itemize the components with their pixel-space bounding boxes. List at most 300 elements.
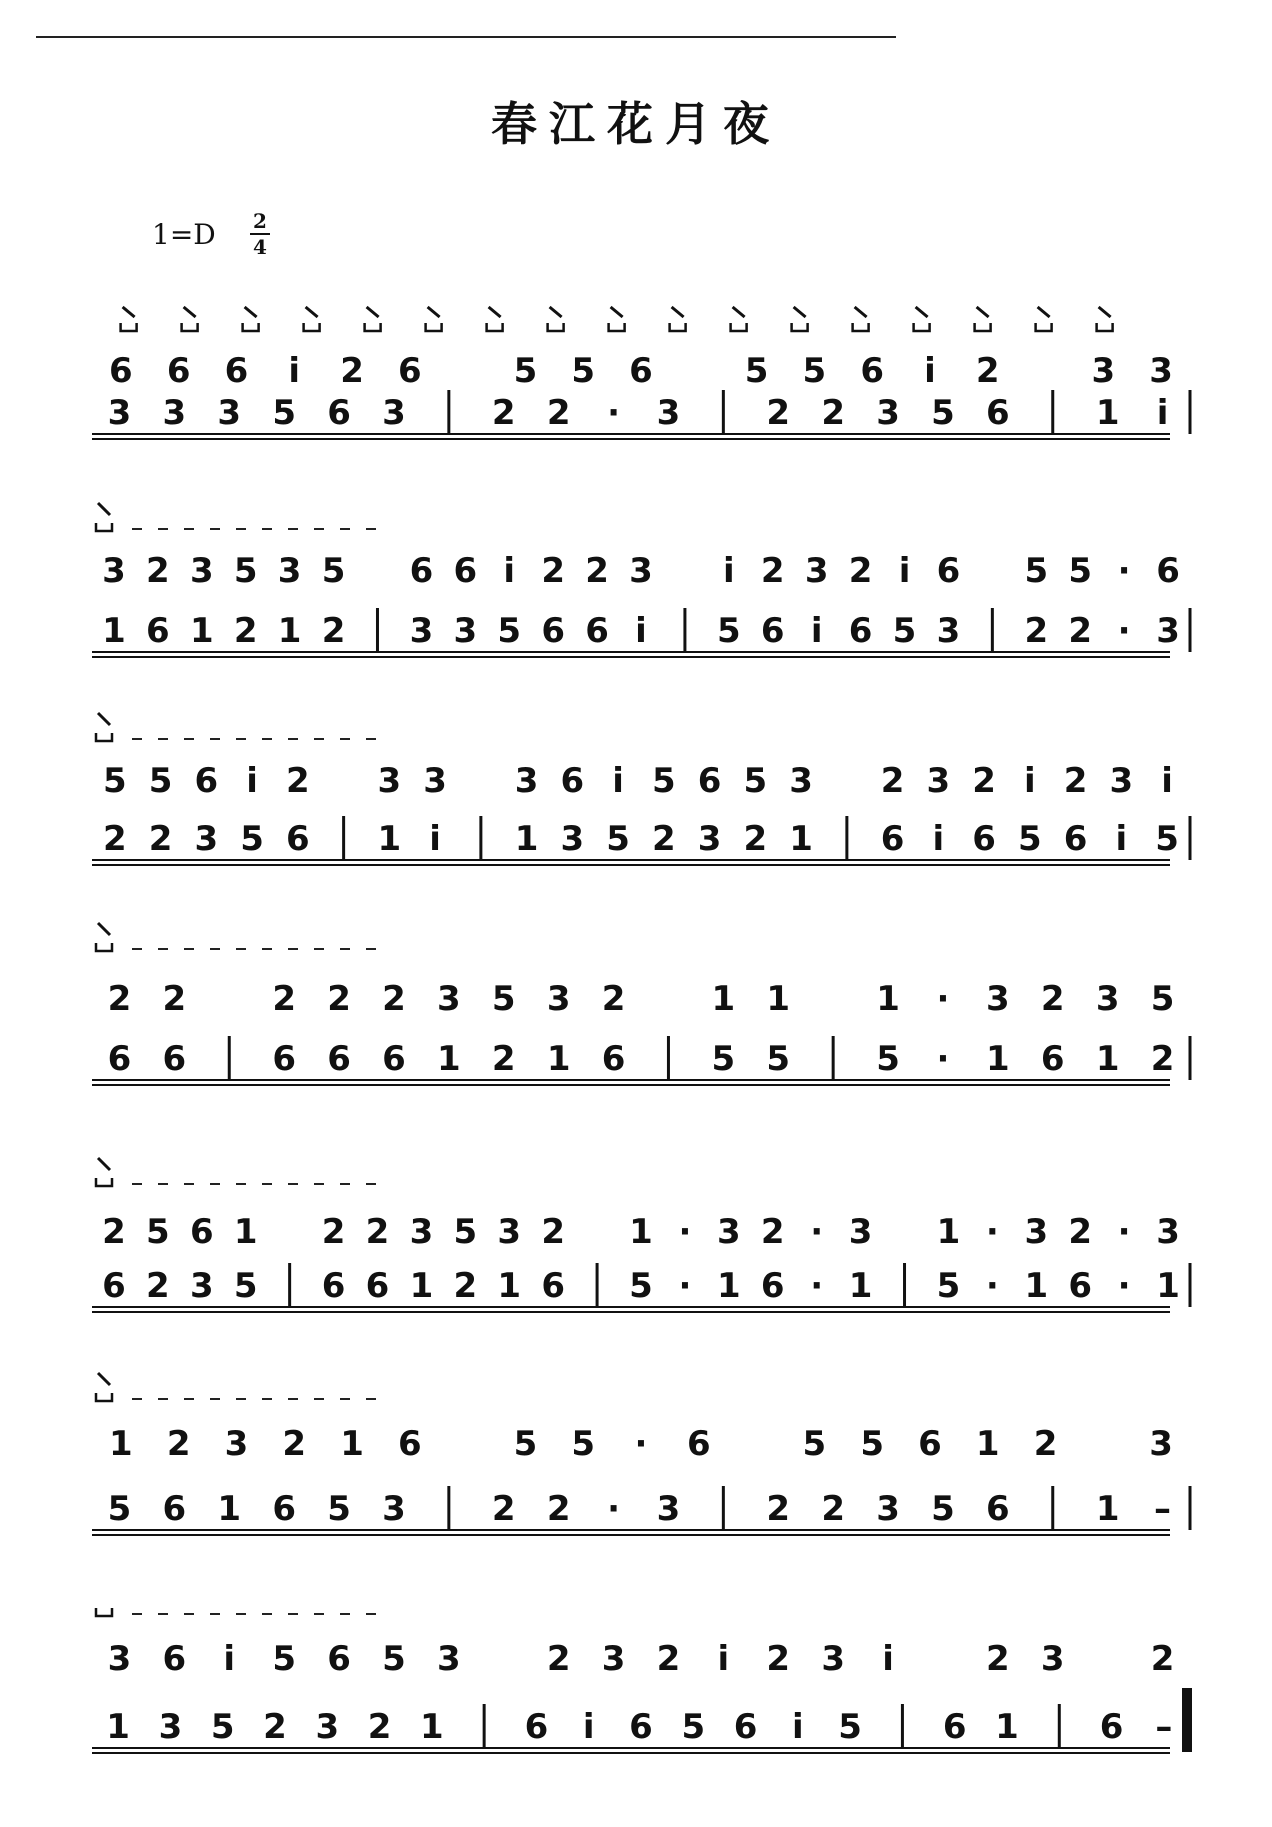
fingering-stroke-mark	[98, 923, 110, 935]
fingering-bracket-mark	[96, 1608, 112, 1616]
upper-note: 2	[585, 551, 609, 591]
upper-note: 3	[789, 761, 813, 801]
lower-note: ·	[1117, 611, 1131, 651]
lower-note: 6	[601, 1039, 626, 1079]
upper-note: 3	[986, 979, 1010, 1019]
upper-note: 2	[546, 1639, 571, 1679]
upper-note: ·	[936, 979, 950, 1019]
upper-note: 6	[398, 351, 422, 391]
lower-note: 3	[936, 611, 961, 651]
upper-note: 3	[1149, 1424, 1173, 1464]
upper-note: 2	[975, 351, 1000, 391]
fingering-bracket-mark	[96, 1178, 112, 1186]
lower-note: 6	[1068, 1266, 1093, 1306]
lower-note: 5	[272, 393, 296, 433]
upper-note: 3	[437, 979, 461, 1019]
fingering-bracket-mark	[426, 323, 442, 331]
upper-note: 3	[629, 551, 653, 591]
upper-note: 3	[848, 1212, 873, 1252]
lower-note: 6	[629, 1707, 653, 1747]
fingering-stroke-mark	[916, 307, 928, 317]
upper-note: i	[898, 551, 911, 591]
fingering-bracket-mark	[548, 323, 564, 331]
upper-note: 3	[1149, 351, 1173, 391]
lower-note: 5	[931, 393, 955, 433]
fingering-stroke-mark	[98, 503, 110, 515]
lower-note: 2	[146, 1266, 170, 1306]
lower-note: 5	[717, 611, 741, 651]
upper-note: 1	[233, 1212, 258, 1252]
upper-note: 3	[107, 1639, 132, 1679]
upper-note: 6	[629, 351, 653, 391]
upper-note: 2	[601, 979, 626, 1019]
lower-note: 2	[821, 1489, 845, 1529]
fingering-stroke-mark	[611, 307, 623, 317]
lower-note: 6	[162, 1039, 187, 1079]
lower-note: 3	[162, 393, 187, 433]
fingering-stroke-mark	[245, 307, 257, 317]
upper-note: i	[1024, 761, 1036, 801]
upper-note: 5	[1024, 551, 1049, 591]
upper-note: 5	[148, 761, 173, 801]
upper-note: 3	[277, 551, 302, 591]
lower-note: 5	[766, 1039, 791, 1079]
fingering-bracket-mark	[304, 323, 320, 331]
upper-note: i	[882, 1639, 894, 1679]
lower-note: ·	[607, 1489, 621, 1529]
lower-note: 6	[1099, 1707, 1124, 1747]
upper-note: 2	[760, 551, 785, 591]
upper-note: 2	[321, 1212, 346, 1252]
lower-note: 6	[162, 1489, 187, 1529]
lower-note: 6	[1063, 819, 1088, 859]
lower-note: 6	[382, 1039, 406, 1079]
lower-note: 5	[711, 1039, 736, 1079]
upper-note: 5	[860, 1424, 884, 1464]
upper-note: 3	[224, 1424, 249, 1464]
lower-note: 1	[409, 1266, 434, 1306]
time-signature-numerator: 2	[253, 209, 267, 233]
lower-note: 3	[876, 393, 900, 433]
upper-note: 6	[918, 1424, 942, 1464]
lower-note: 1	[437, 1039, 461, 1079]
lower-note: 3	[1156, 611, 1180, 651]
lower-note: i	[792, 1707, 804, 1747]
upper-note: 2	[286, 761, 310, 801]
fingering-stroke-mark	[855, 307, 867, 317]
lower-note: 3	[194, 819, 219, 859]
upper-note: 1	[766, 979, 791, 1019]
upper-note: 1	[340, 1424, 364, 1464]
lower-note: 6	[986, 1489, 1010, 1529]
upper-note: 5	[453, 1212, 478, 1252]
lower-note: 1	[106, 1707, 130, 1747]
lower-note: 5	[1155, 819, 1179, 859]
lower-note: 3	[409, 611, 434, 651]
upper-note: 2	[1150, 1639, 1175, 1679]
fingering-bracket-mark	[365, 323, 381, 331]
upper-note: 3	[409, 1212, 434, 1252]
fingering-bracket-mark	[182, 323, 198, 331]
lower-note: 5	[233, 1266, 258, 1306]
lower-note: ·	[1117, 1266, 1131, 1306]
lower-note: 1	[217, 1489, 242, 1529]
upper-note: 5	[1068, 551, 1093, 591]
upper-note: 6	[194, 761, 219, 801]
lower-note: 5	[681, 1707, 706, 1747]
lower-note: 1	[514, 819, 539, 859]
upper-note: i	[1161, 761, 1173, 801]
upper-note: i	[223, 1639, 236, 1679]
upper-note: ·	[1117, 1212, 1131, 1252]
lower-note: 1	[1095, 393, 1120, 433]
upper-note: 5	[802, 1424, 827, 1464]
fingering-stroke-mark	[98, 713, 110, 725]
lower-note: –	[1154, 1489, 1172, 1529]
upper-note: ·	[1117, 551, 1131, 591]
upper-note: 6	[453, 551, 478, 591]
fingering-bracket-mark	[975, 323, 991, 331]
upper-note: 3	[497, 1212, 522, 1252]
lower-note: 5	[497, 611, 522, 651]
upper-note: 2	[107, 979, 132, 1019]
lower-note: 1	[277, 611, 302, 651]
lower-note: 6	[107, 1039, 132, 1079]
lower-note: 6	[541, 1266, 565, 1306]
upper-note: 5	[233, 551, 258, 591]
upper-note: 5	[513, 351, 538, 391]
lower-note: 6	[760, 1266, 785, 1306]
fingering-stroke-mark	[428, 307, 440, 317]
upper-note: 3	[423, 761, 447, 801]
lower-note: 6	[272, 1489, 296, 1529]
lower-note: 2	[766, 1489, 791, 1529]
lower-note: 6	[541, 611, 565, 651]
lower-note: 1	[717, 1266, 741, 1306]
lower-note: 6	[585, 611, 609, 651]
upper-note: 1	[936, 1212, 961, 1252]
upper-note: 3	[601, 1639, 626, 1679]
lower-note: 2	[491, 393, 516, 433]
fingering-stroke-mark	[98, 1373, 110, 1385]
upper-note: 2	[760, 1212, 785, 1252]
lower-note: i	[429, 819, 441, 859]
lower-note: 2	[546, 1489, 571, 1529]
upper-note: 6	[409, 551, 434, 591]
upper-note: 5	[103, 761, 127, 801]
upper-note: 6	[166, 351, 191, 391]
upper-note: 5	[321, 551, 346, 591]
lower-note: 6	[146, 611, 170, 651]
fingering-stroke-mark	[794, 307, 806, 317]
lower-note: 1	[789, 819, 813, 859]
lower-note: i	[635, 611, 647, 651]
page-title: 春江花月夜	[491, 97, 781, 151]
lower-note: i	[932, 819, 945, 859]
upper-note: ·	[810, 1212, 824, 1252]
lower-note: 6	[1040, 1039, 1065, 1079]
lower-note: 1	[420, 1707, 444, 1747]
lower-note: 1	[986, 1039, 1010, 1079]
upper-note: ·	[678, 1212, 692, 1252]
upper-note: 2	[102, 1212, 126, 1252]
upper-note: 3	[437, 1639, 461, 1679]
lower-note: 2	[1068, 611, 1093, 651]
upper-note: 2	[541, 1212, 565, 1252]
upper-note: 1	[975, 1424, 1000, 1464]
upper-note: 2	[880, 761, 905, 801]
lower-note: 5	[892, 611, 917, 651]
upper-note: 3	[189, 551, 214, 591]
upper-note: 3	[1156, 1212, 1180, 1252]
final-double-barline	[1182, 1688, 1192, 1752]
upper-note: 2	[365, 1212, 390, 1252]
upper-note: 3	[1095, 979, 1120, 1019]
lower-note: 3	[656, 1489, 681, 1529]
lower-note: 6	[321, 1266, 346, 1306]
upper-note: i	[723, 551, 735, 591]
upper-note: 5	[802, 351, 827, 391]
lower-note: 6	[942, 1707, 967, 1747]
lower-note: 3	[876, 1489, 900, 1529]
upper-note: 5	[146, 1212, 170, 1252]
upper-note: 2	[146, 551, 170, 591]
lower-note: 2	[233, 611, 258, 651]
upper-note: 2	[327, 979, 351, 1019]
lower-note: 6	[327, 393, 351, 433]
lower-note: 1	[1024, 1266, 1049, 1306]
lower-note: 2	[491, 1039, 516, 1079]
lower-note: 3	[656, 393, 681, 433]
lower-note: 6	[760, 611, 785, 651]
fingering-stroke-mark	[184, 307, 196, 317]
lower-note: ·	[607, 393, 621, 433]
lower-note: 3	[560, 819, 585, 859]
upper-note: i	[924, 351, 936, 391]
lower-note: 6	[272, 1039, 296, 1079]
fingering-bracket-mark	[914, 323, 930, 331]
upper-note: 1	[109, 1424, 133, 1464]
upper-note: i	[503, 551, 516, 591]
lower-note: 5	[931, 1489, 955, 1529]
upper-note: 3	[1091, 351, 1116, 391]
upper-note: 2	[848, 551, 873, 591]
lower-note: 1	[848, 1266, 873, 1306]
fingering-stroke-mark	[733, 307, 745, 317]
upper-note: 5	[744, 351, 769, 391]
upper-note: 2	[166, 1424, 191, 1464]
upper-note: 2	[986, 1639, 1010, 1679]
upper-note: 6	[1156, 551, 1180, 591]
lower-note: 6	[880, 819, 905, 859]
lower-note: ·	[810, 1266, 824, 1306]
fingering-bracket-mark	[96, 1393, 112, 1401]
upper-note: 6	[936, 551, 961, 591]
upper-note: 6	[560, 761, 585, 801]
upper-note: 3	[821, 1639, 845, 1679]
lower-note: 3	[453, 611, 478, 651]
lower-note: 5	[876, 1039, 900, 1079]
upper-note: 2	[282, 1424, 307, 1464]
lower-note: ·	[985, 1266, 999, 1306]
upper-note: 3	[804, 551, 829, 591]
lower-note: 1	[1156, 1266, 1180, 1306]
upper-note: 6	[162, 1639, 187, 1679]
fingering-stroke-mark	[672, 307, 684, 317]
upper-note: 2	[656, 1639, 681, 1679]
upper-note: i	[717, 1639, 730, 1679]
upper-note: 3	[926, 761, 951, 801]
upper-note: 2	[1040, 979, 1065, 1019]
fingering-bracket-mark	[792, 323, 808, 331]
upper-note: 6	[224, 351, 249, 391]
upper-note: 6	[686, 1424, 711, 1464]
lower-note: 1	[995, 1707, 1019, 1747]
upper-note: 2	[272, 979, 296, 1019]
lower-note: ·	[678, 1266, 692, 1306]
upper-note: 5	[571, 1424, 596, 1464]
upper-note: 6	[109, 351, 133, 391]
lower-note: 6	[286, 819, 310, 859]
lower-note: 1	[377, 819, 402, 859]
lower-note: 6	[986, 393, 1010, 433]
upper-note: 3	[1109, 761, 1134, 801]
fingering-stroke-mark	[1038, 307, 1050, 317]
lower-note: 2	[367, 1707, 392, 1747]
lower-note: 2	[743, 819, 768, 859]
lower-note: 5	[107, 1489, 132, 1529]
fingering-stroke-mark	[977, 307, 989, 317]
upper-note: 3	[102, 551, 126, 591]
lower-note: 2	[103, 819, 127, 859]
lower-note: 6	[972, 819, 996, 859]
upper-note: 2	[972, 761, 996, 801]
key-signature: 1=D	[152, 218, 216, 251]
upper-note: 3	[546, 979, 571, 1019]
upper-note: 3	[1040, 1639, 1065, 1679]
fingering-bracket-mark	[96, 733, 112, 741]
fingering-bracket-mark	[96, 523, 112, 531]
lower-note: 2	[1150, 1039, 1175, 1079]
fingering-stroke-mark	[489, 307, 501, 317]
lower-note: 2	[1024, 611, 1049, 651]
upper-note: 2	[541, 551, 565, 591]
lower-note: 2	[263, 1707, 287, 1747]
lower-note: i	[1115, 819, 1128, 859]
lower-note: i	[1156, 393, 1169, 433]
lower-note: –	[1155, 1707, 1173, 1747]
upper-note: 5	[513, 1424, 538, 1464]
fingering-bracket-mark	[487, 323, 503, 331]
lower-note: 1	[1095, 1039, 1120, 1079]
lower-note: 6	[524, 1707, 549, 1747]
fingering-stroke-mark	[306, 307, 318, 317]
lower-note: 5	[936, 1266, 961, 1306]
fingering-stroke-mark	[367, 307, 379, 317]
lower-note: 2	[766, 393, 791, 433]
lower-note: 2	[546, 393, 571, 433]
lower-note: 6	[365, 1266, 390, 1306]
lower-note: 3	[158, 1707, 183, 1747]
upper-note: 6	[860, 351, 884, 391]
time-signature-denominator: 4	[253, 235, 267, 259]
upper-note: 5	[491, 979, 516, 1019]
upper-note: 2	[1068, 1212, 1093, 1252]
upper-note: 1	[711, 979, 736, 1019]
lower-note: 2	[453, 1266, 478, 1306]
fingering-stroke-mark	[1099, 307, 1111, 317]
lower-note: 2	[321, 611, 346, 651]
upper-note: 1	[876, 979, 900, 1019]
fingering-bracket-mark	[1097, 323, 1113, 331]
lower-note: 1	[546, 1039, 571, 1079]
fingering-stroke-mark	[550, 307, 562, 317]
upper-note: 6	[189, 1212, 214, 1252]
upper-note: 6	[697, 761, 722, 801]
lower-note: 1	[189, 611, 214, 651]
lower-note: i	[582, 1707, 595, 1747]
upper-note: 3	[717, 1212, 741, 1252]
upper-note: 2	[766, 1639, 791, 1679]
lower-note: 5	[327, 1489, 351, 1529]
upper-note: 2	[1063, 761, 1088, 801]
upper-note: 3	[1024, 1212, 1049, 1252]
upper-note: ·	[985, 1212, 999, 1252]
lower-note: 6	[848, 611, 873, 651]
upper-note: 5	[382, 1639, 406, 1679]
lower-note: 6	[327, 1039, 351, 1079]
upper-note: 2	[382, 979, 406, 1019]
lower-note: 2	[652, 819, 676, 859]
upper-note: i	[612, 761, 624, 801]
upper-note: 5	[743, 761, 768, 801]
upper-note: 5	[652, 761, 676, 801]
lower-note: 1	[497, 1266, 522, 1306]
lower-note: 5	[606, 819, 630, 859]
lower-note: 3	[217, 393, 242, 433]
upper-note: 3	[514, 761, 539, 801]
lower-note: 5	[629, 1266, 653, 1306]
fingering-bracket-mark	[853, 323, 869, 331]
fingering-bracket-mark	[1036, 323, 1052, 331]
upper-note: 6	[327, 1639, 351, 1679]
lower-note: 2	[491, 1489, 516, 1529]
upper-note: 5	[571, 351, 596, 391]
lower-note: i	[810, 611, 823, 651]
lower-note: 6	[102, 1266, 126, 1306]
fingering-bracket-mark	[243, 323, 259, 331]
lower-note: 3	[315, 1707, 340, 1747]
lower-note: 6	[733, 1707, 758, 1747]
upper-note: 2	[1033, 1424, 1058, 1464]
upper-note: 3	[377, 761, 402, 801]
upper-note: i	[246, 761, 258, 801]
lower-note: 3	[107, 393, 132, 433]
fingering-bracket-mark	[731, 323, 747, 331]
fingering-bracket-mark	[670, 323, 686, 331]
lower-note: 3	[189, 1266, 214, 1306]
lower-note: 3	[697, 819, 722, 859]
lower-note: 2	[821, 393, 845, 433]
upper-note: 1	[629, 1212, 653, 1252]
lower-note: 2	[148, 819, 173, 859]
upper-note: 5	[1150, 979, 1175, 1019]
lower-note: 5	[1018, 819, 1042, 859]
lower-note: ·	[936, 1039, 950, 1079]
fingering-stroke-mark	[98, 1158, 110, 1170]
fingering-bracket-mark	[121, 323, 137, 331]
upper-note: i	[288, 351, 301, 391]
